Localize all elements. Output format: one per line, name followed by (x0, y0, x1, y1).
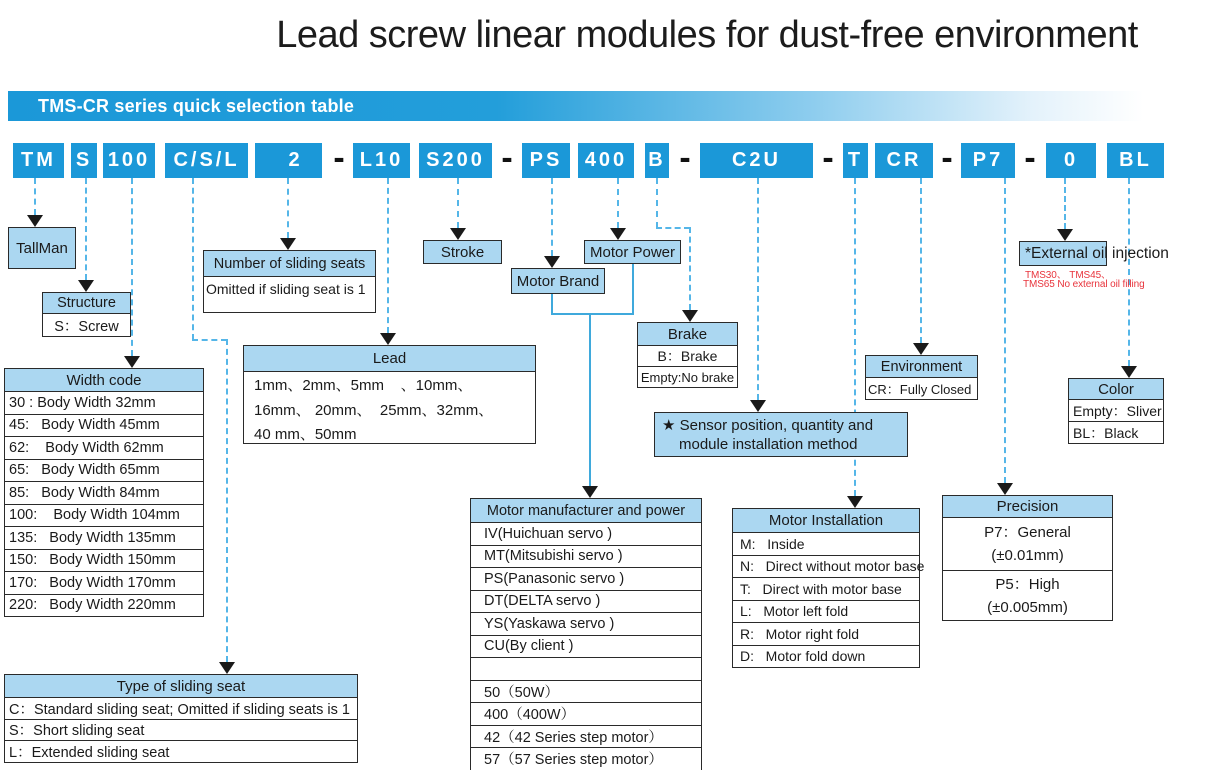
motor-manufacturer-row (471, 657, 701, 680)
color-row: Empty：Sliver (1073, 402, 1162, 419)
code-segment-400: 400 (578, 143, 634, 178)
code-segment-cr: CR (875, 143, 933, 178)
environment-header: Environment (866, 356, 977, 378)
motor-installation-header: Motor Installation (733, 509, 919, 533)
arrow-oil (1057, 229, 1073, 241)
width-code-header: Width code (5, 369, 203, 392)
connector-ps-brand (551, 178, 553, 256)
tallman-box: TallMan (8, 227, 76, 269)
motor-installation-row: L: Motor left fold (733, 600, 919, 623)
motor-manufacturer-header: Motor manufacturer and power (471, 499, 701, 523)
arrow-color (1121, 366, 1137, 378)
connector-csl-seat-h (192, 339, 227, 341)
bracket-power-right (632, 263, 634, 314)
motor-installation-table (732, 508, 925, 668)
arrow-stroke (450, 228, 466, 240)
code-segment-tm: TM (13, 143, 64, 178)
connector-tm-tallman (34, 178, 36, 215)
code-segment-t: T (843, 143, 868, 178)
connector-b-brake-v2 (689, 227, 691, 310)
connector-l10-lead (387, 178, 389, 333)
brake-box (637, 322, 738, 388)
precision-grade: P7：General (984, 524, 1071, 541)
bracket-center-drop (589, 313, 591, 486)
lead-header: Lead (244, 346, 535, 372)
precision-tolerance: (±0.005mm) (987, 598, 1068, 616)
code-segment-2: 2 (255, 143, 322, 178)
page-title: Lead screw linear modules for dust-free environment (276, 14, 1138, 56)
motor-power-box: Motor Power (584, 240, 681, 264)
width-code-row: 45: Body Width 45mm (5, 414, 203, 437)
color-row: BL：Black (1069, 421, 1163, 443)
motor-installation-row: D: Motor fold down (733, 645, 919, 668)
connector-c2u-sensor (757, 178, 759, 400)
arrow-environment (913, 343, 929, 355)
sliding-seat-type-row: L：Extended sliding seat (5, 740, 357, 762)
width-code-row: 85: Body Width 84mm (5, 481, 203, 504)
code-segment-p7: P7 (961, 143, 1015, 178)
section-banner-label: TMS-CR series quick selection table (38, 95, 355, 116)
oil-injection-note-line1: TMS30、 TMS45、 (1025, 270, 1111, 281)
code-separator: - (941, 138, 953, 177)
brake-header: Brake (638, 323, 737, 346)
code-separator: - (822, 138, 834, 177)
width-code-row: 135: Body Width 135mm (5, 526, 203, 549)
section-banner (8, 91, 1229, 121)
structure-header: Structure (43, 293, 130, 314)
arrow-installation (847, 496, 863, 508)
connector-cr-environment (920, 178, 922, 343)
width-code-row: 30 : Body Width 32mm (9, 394, 156, 411)
connector-b-brake-h (656, 227, 690, 229)
structure-box (42, 292, 131, 337)
motor-brand-box: Motor Brand (511, 268, 605, 294)
code-segment-0: 0 (1046, 143, 1096, 178)
arrow-structure (78, 280, 94, 292)
code-segment-ps: PS (522, 143, 570, 178)
connector-csl-seat-v2 (226, 339, 228, 662)
lead-line: 40 mm、50mm (254, 425, 357, 443)
motor-installation-row: N: Direct without motor base (733, 555, 919, 578)
oil-injection-note-line2: TMS65 No external oil filling (1023, 279, 1145, 290)
oil-injection-label: *External oil injection (1025, 244, 1169, 262)
motor-manufacturer-row: 57（57 Series step motor） (471, 747, 701, 770)
connector-s200-stroke (457, 178, 459, 228)
sensor-note-line2: module installation method (679, 435, 858, 453)
connector-s-structure (85, 178, 87, 280)
width-code-row: 220: Body Width 220mm (5, 594, 203, 617)
motor-manufacturer-row: 400（400W） (471, 702, 701, 725)
environment-box (865, 355, 978, 400)
precision-grade: P5：High (995, 575, 1060, 593)
motor-manufacturer-row: YS(Yaskawa servo ) (471, 612, 701, 635)
stroke-box: Stroke (423, 240, 502, 264)
sliding-seat-type-row: C：Standard sliding seat; Omitted if sliding seats is 1 (9, 701, 350, 718)
sliding-seat-number-box (203, 250, 376, 313)
arrow-tallman (27, 215, 43, 227)
structure-row: S：Screw (54, 318, 119, 335)
oil-injection-box (1019, 241, 1169, 266)
motor-manufacturer-row: DT(DELTA servo ) (471, 590, 701, 613)
connector-400-power (617, 178, 619, 228)
motor-manufacturer-row: IV(Huichuan servo ) (484, 525, 613, 542)
motor-manufacturer-row: 42（42 Series step motor） (471, 725, 701, 748)
width-code-table (4, 368, 204, 617)
motor-manufacturer-row: CU(By client ) (471, 635, 701, 658)
width-code-row: 100: Body Width 104mm (5, 504, 203, 527)
color-header: Color (1069, 379, 1163, 400)
sensor-note-line1: ★ Sensor position, quantity and (662, 416, 874, 434)
sliding-seat-type-table (4, 674, 358, 763)
motor-manufacturer-table (470, 498, 702, 770)
connector-p7-precision (1004, 178, 1006, 483)
precision-header: Precision (943, 496, 1112, 518)
connector-2-number (287, 178, 289, 238)
code-segment-s: S (71, 143, 97, 178)
arrow-motor-brand (544, 256, 560, 268)
motor-manufacturer-row: PS(Panasonic servo ) (471, 567, 701, 590)
arrow-precision (997, 483, 1013, 495)
color-box (1068, 378, 1164, 444)
code-segment-bl: BL (1107, 143, 1164, 178)
code-segment-l10: L10 (353, 143, 410, 178)
code-segment-c2u: C2U (700, 143, 813, 178)
connector-b-brake-v1 (656, 178, 658, 228)
sliding-seat-number-header: Number of sliding seats (204, 251, 375, 277)
connector-100-widthcode (131, 178, 133, 356)
precision-cell (943, 570, 1112, 620)
lead-line: 1mm、2mm、5mm 、10mm、 (254, 377, 473, 394)
bracket-brand-left (551, 293, 553, 314)
code-separator: - (501, 138, 513, 177)
motor-manufacturer-row: MT(Mitsubishi servo ) (471, 545, 701, 568)
code-segment-s200: S200 (419, 143, 492, 178)
width-code-row: 150: Body Width 150mm (5, 549, 203, 572)
bracket-horizontal (551, 313, 634, 315)
arrow-sensor (750, 400, 766, 412)
motor-installation-row: T: Direct with motor base (733, 577, 919, 600)
width-code-row: 62: Body Width 62mm (5, 436, 203, 459)
brake-row: Empty:No brake (638, 366, 737, 387)
precision-cell (943, 518, 1112, 570)
width-code-row: 170: Body Width 170mm (5, 571, 203, 594)
code-segment-100: 100 (103, 143, 155, 178)
code-segment-b: B (645, 143, 669, 178)
motor-installation-row: M: Inside (740, 535, 805, 552)
arrow-motor-power (610, 228, 626, 240)
arrow-seat-number (280, 238, 296, 250)
lead-box (243, 345, 536, 444)
precision-box (942, 495, 1113, 621)
lead-line: 16mm、 20mm、 25mm、32mm、 (254, 401, 494, 419)
connector-0-oil (1064, 178, 1066, 229)
arrow-brake (682, 310, 698, 322)
arrow-seat-type (219, 662, 235, 674)
arrow-widthcode (124, 356, 140, 368)
precision-tolerance: (±0.01mm) (991, 547, 1064, 564)
motor-installation-row: R: Motor right fold (733, 622, 919, 645)
sensor-note-box (654, 412, 908, 457)
brake-row: B：Brake (657, 348, 718, 364)
code-separator: - (1024, 138, 1036, 177)
code-segment-csl: C/S/L (165, 143, 248, 178)
sliding-seat-type-header: Type of sliding seat (5, 675, 357, 698)
connector-csl-seat-v1 (192, 178, 194, 340)
connector-bl-color (1128, 178, 1130, 366)
motor-manufacturer-row: 50（50W） (471, 680, 701, 703)
arrow-lead (380, 333, 396, 345)
arrow-manufacturer (582, 486, 598, 498)
sliding-seat-number-note: Omitted if sliding seat is 1 (206, 281, 366, 297)
sliding-seat-type-row: S：Short sliding seat (5, 719, 357, 741)
width-code-row: 65: Body Width 65mm (5, 459, 203, 482)
code-separator: - (679, 138, 691, 177)
code-separator: - (333, 138, 345, 177)
environment-row: CR：Fully Closed (868, 382, 972, 397)
